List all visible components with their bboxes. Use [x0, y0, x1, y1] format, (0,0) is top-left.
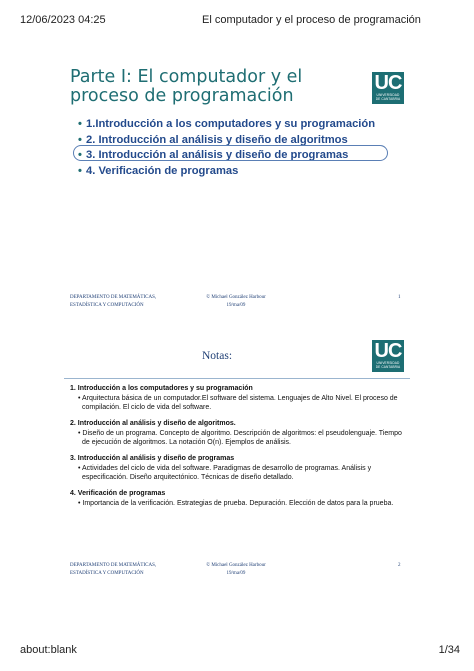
bullet-icon: •	[78, 149, 82, 161]
notes-section	[70, 384, 410, 412]
uc-logo	[372, 340, 404, 372]
notes-heading: Notas:	[202, 350, 233, 362]
uc-logo	[372, 72, 404, 104]
notes-section	[70, 454, 410, 482]
slide2-page-number: 2	[398, 563, 401, 568]
date-line: 19/ma/09	[226, 303, 246, 308]
notes-section-text: • Diseño de un programa. Concepto de algoritmo. Descripción de algoritmos: el pseudolenguaje. Tiempo de ejecución de algoritmos. La notación O(n). Ejemplos de análisis.	[78, 430, 402, 446]
notes-section-text: • Importancia de la verificación. Estrategias de prueba. Depuración. Elección de datos para la prueba.	[78, 500, 394, 507]
notes-section-text: • Arquitectura básica de un computador.El software del sistema. Lenguajes de Alto Nivel. El proceso de compilación. El ciclo de vida del software.	[78, 395, 398, 411]
slide1-footer-author	[196, 294, 276, 310]
uc-logo-line1: UNIVERSIDAD	[376, 93, 400, 97]
slide1-page-number: 1	[398, 295, 401, 300]
uc-logo-line2: DE CANTABRIA	[375, 364, 401, 369]
topic-label: 1.Introducción a los computadores y su programación	[86, 118, 376, 130]
print-url: about:blank	[20, 644, 77, 656]
uc-logo-line2: DE CANTABRIA	[375, 96, 401, 101]
notes-section-text: • Actividades del ciclo de vida del software. Paradigmas de desarrollo de programas. Análisis y especificación. Diseño arquitectónico. Técnicas de diseño detallado.	[78, 465, 372, 481]
notes-section-title: 3. Introducción al análisis y diseño de programas	[70, 455, 235, 462]
notes-section	[70, 419, 410, 447]
dept-line: ESTADÍSTICA Y COMPUTACIÓN	[70, 571, 144, 576]
topic-item	[78, 164, 375, 180]
notes-section-title: 2. Introducción al análisis y diseño de algoritmos.	[70, 420, 236, 427]
print-doc-title: El computador y el proceso de programación	[202, 14, 421, 26]
uc-logo-text: UC	[374, 340, 402, 362]
topic-label: 3. Introducción al análisis y diseño de programas	[86, 149, 349, 161]
notes-divider	[64, 378, 410, 379]
author-line: © Michael González Harbour	[206, 563, 266, 568]
date-line: 19/ma/09	[226, 571, 246, 576]
uc-logo-line1: UNIVERSIDAD	[376, 361, 400, 365]
bullet-icon: •	[78, 164, 82, 177]
slide1-footer-dept	[70, 294, 156, 310]
author-line: © Michael González Harbour	[206, 295, 266, 300]
highlight-outline	[73, 145, 388, 161]
slide2-footer-author	[196, 562, 276, 578]
print-page-count: 1/34	[438, 644, 460, 656]
notes-section-title: 4. Verificación de programas	[70, 490, 166, 497]
dept-line: DEPARTAMENTO DE MATEMÁTICAS,	[70, 295, 157, 300]
topic-item	[78, 117, 375, 133]
notes-body	[70, 384, 410, 515]
dept-line: DEPARTAMENTO DE MATEMÁTICAS,	[70, 563, 157, 568]
dept-line: ESTADÍSTICA Y COMPUTACIÓN	[70, 303, 144, 308]
notes-section	[70, 489, 410, 508]
print-datetime: 12/06/2023 04:25	[20, 14, 106, 26]
notes-section-title: 1. Introducción a los computadores y su programación	[70, 385, 253, 392]
bullet-icon: •	[78, 133, 82, 146]
slide2-footer-dept	[70, 562, 156, 578]
bullet-icon: •	[78, 118, 82, 130]
topic-label: 4. Verificación de programas	[86, 164, 239, 177]
slide-title: Parte I: El computador y el proceso de programación	[70, 67, 303, 106]
topic-label: 2. Introducción al análisis y diseño de algoritmos	[86, 133, 348, 146]
uc-logo-text: UC	[374, 72, 402, 94]
